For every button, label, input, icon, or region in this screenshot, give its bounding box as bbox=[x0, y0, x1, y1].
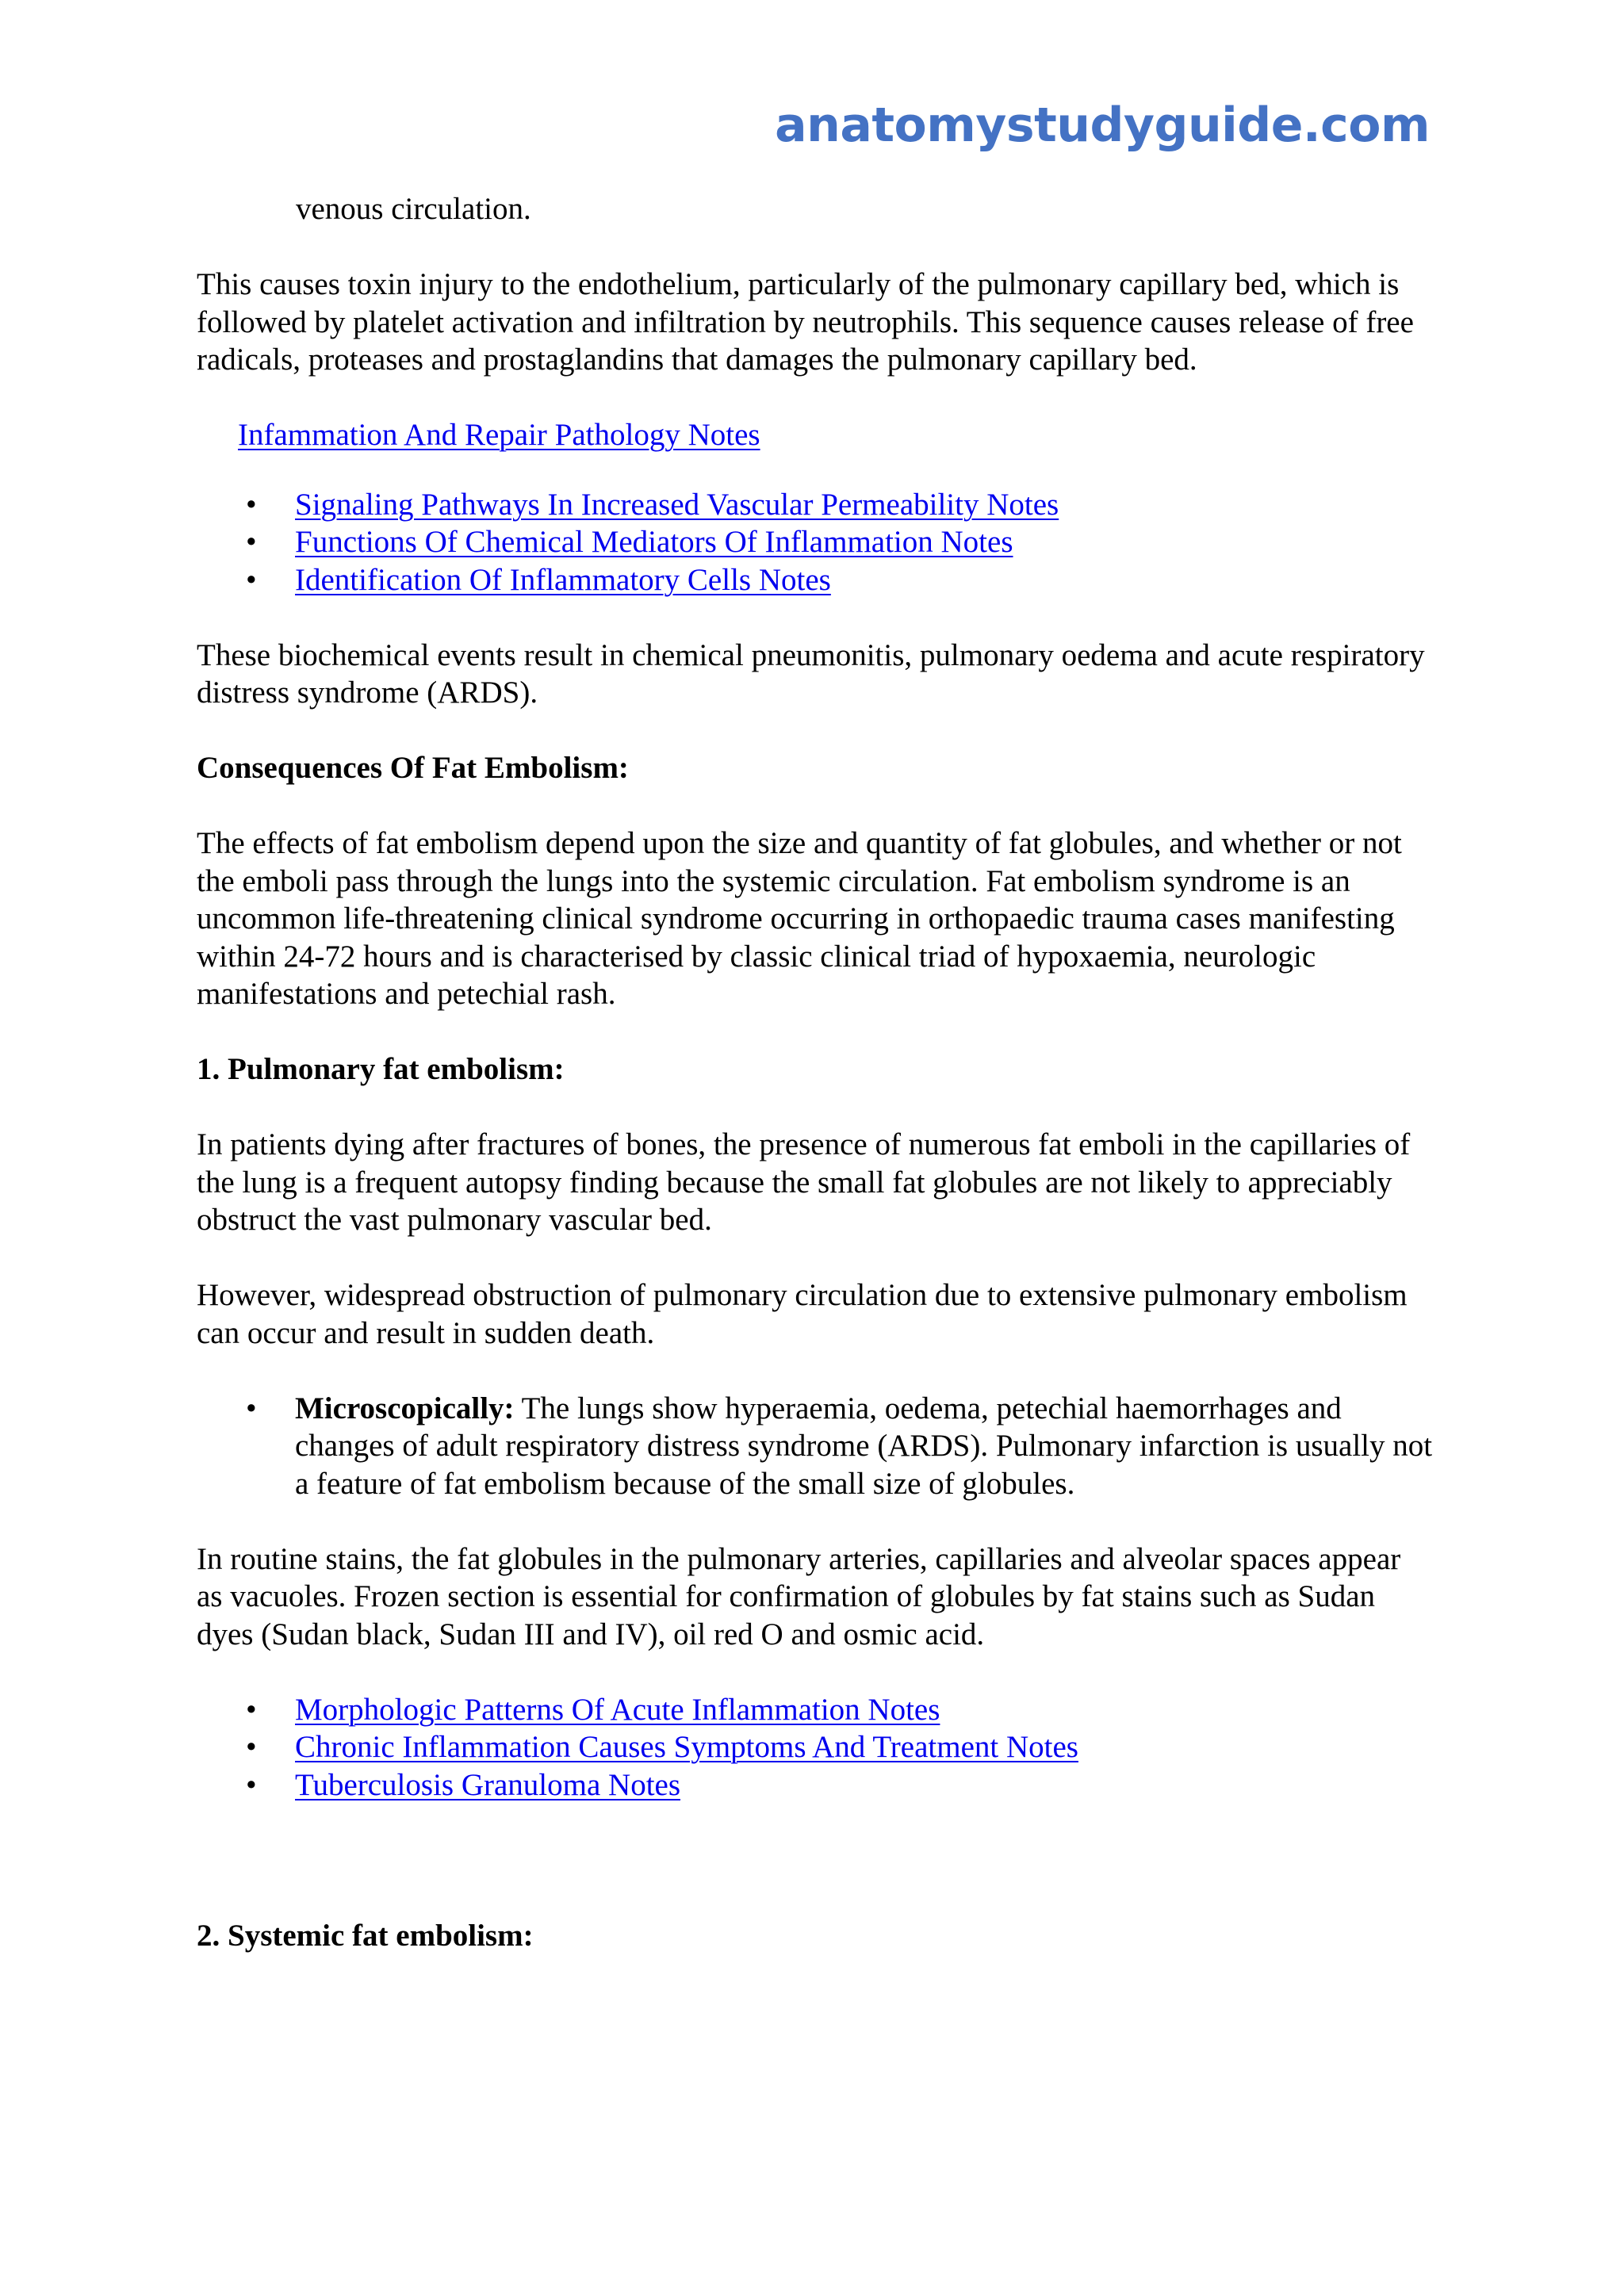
heading-systemic-fat-embolism: 2. Systemic fat embolism: bbox=[197, 1918, 534, 1953]
heading-consequences: Consequences Of Fat Embolism: bbox=[197, 751, 629, 785]
bullet-icon: • bbox=[246, 1767, 257, 1802]
list-item bbox=[197, 1728, 1434, 1766]
bullet-icon: • bbox=[246, 562, 257, 597]
paragraph-biochemical-events: These biochemical events result in chemical pneumonitis, pulmonary oedema and acute respiratory distress syndrome (ARDS). bbox=[197, 637, 1425, 710]
related-links-list-2 bbox=[197, 1691, 1434, 1804]
list-item bbox=[197, 1766, 1434, 1804]
paragraph-obstruction: However, widespread obstruction of pulmonary circulation due to extensive pulmonary embolism can occur and result in sudden death. bbox=[197, 1278, 1408, 1350]
link-signaling-pathways[interactable]: Signaling Pathways In Increased Vascular Permeability Notes bbox=[295, 487, 1059, 522]
site-name-header: anatomystudyguide.com bbox=[775, 98, 1430, 153]
bullet-icon: • bbox=[246, 1391, 257, 1425]
link-chemical-mediators[interactable]: Functions Of Chemical Mediators Of Inflammation Notes bbox=[295, 525, 1013, 559]
link-container bbox=[197, 416, 1434, 454]
link-chronic-inflammation[interactable]: Chronic Inflammation Causes Symptoms And Treatment Notes bbox=[295, 1730, 1078, 1764]
article-body bbox=[197, 190, 1434, 1992]
microscopically-text: The lungs show hyperaemia, oedema, petechial haemorrhages and changes of adult respiratory distress syndrome (ARDS). Pulmonary infarction is usually not a feature of fat embolism because of the small size of globules. bbox=[295, 1391, 1433, 1501]
paragraph-toxin-injury: This causes toxin injury to the endothelium, particularly of the pulmonary capillary bed, which is followed by platelet activation and infiltration by neutrophils. This sequence causes release of free radicals, proteases and prostaglandins that damages the pulmonary capillary bed. bbox=[197, 267, 1414, 377]
list-item bbox=[197, 561, 1434, 599]
microscopically-label: Microscopically: bbox=[295, 1391, 515, 1425]
list-item bbox=[197, 1691, 1434, 1729]
paragraph-routine-stains: In routine stains, the fat globules in the pulmonary arteries, capillaries and alveolar spaces appear as vacuoles. Frozen section is essential for confirmation of globules by fat stains such as Sudan dyes (Sudan black, Sudan III and IV), oil red O and osmic acid. bbox=[197, 1541, 1401, 1651]
bullet-icon: • bbox=[246, 487, 257, 522]
microscopic-list bbox=[197, 1390, 1434, 1503]
vertical-spacer bbox=[197, 1842, 1434, 1917]
link-inflammation-repair-notes[interactable]: Infammation And Repair Pathology Notes bbox=[238, 418, 760, 452]
link-inflammatory-cells[interactable]: Identification Of Inflammatory Cells Notes bbox=[295, 562, 831, 597]
link-tuberculosis-granuloma[interactable]: Tuberculosis Granuloma Notes bbox=[295, 1767, 681, 1802]
paragraph-effects: The effects of fat embolism depend upon the size and quantity of fat globules, and whether or not the emboli pass through the lungs into the systemic circulation. Fat embolism syndrome is an uncommon life-threatening clinical syndrome occurring in orthopaedic trauma cases manifesting within 24-72 hours and is characterised by classic clinical triad of hypoxaemia, neurologic manifestations and petechial rash. bbox=[197, 826, 1402, 1011]
bullet-icon: • bbox=[246, 1730, 257, 1764]
related-links-list-1 bbox=[197, 486, 1434, 599]
link-morphologic-patterns[interactable]: Morphologic Patterns Of Acute Inflammation Notes bbox=[295, 1692, 940, 1727]
heading-pulmonary-fat-embolism: 1. Pulmonary fat embolism: bbox=[197, 1052, 565, 1086]
bullet-icon: • bbox=[246, 1692, 257, 1727]
paragraph-fractures: In patients dying after fractures of bones, the presence of numerous fat emboli in the capillaries of the lung is a frequent autopsy finding because the small fat globules are not likely to appreciably obstruct the vast pulmonary vascular bed. bbox=[197, 1127, 1411, 1237]
continuation-text: venous circulation. bbox=[296, 192, 531, 226]
list-item bbox=[197, 523, 1434, 561]
list-item bbox=[197, 486, 1434, 524]
bullet-icon: • bbox=[246, 525, 257, 559]
list-item bbox=[197, 1390, 1434, 1503]
